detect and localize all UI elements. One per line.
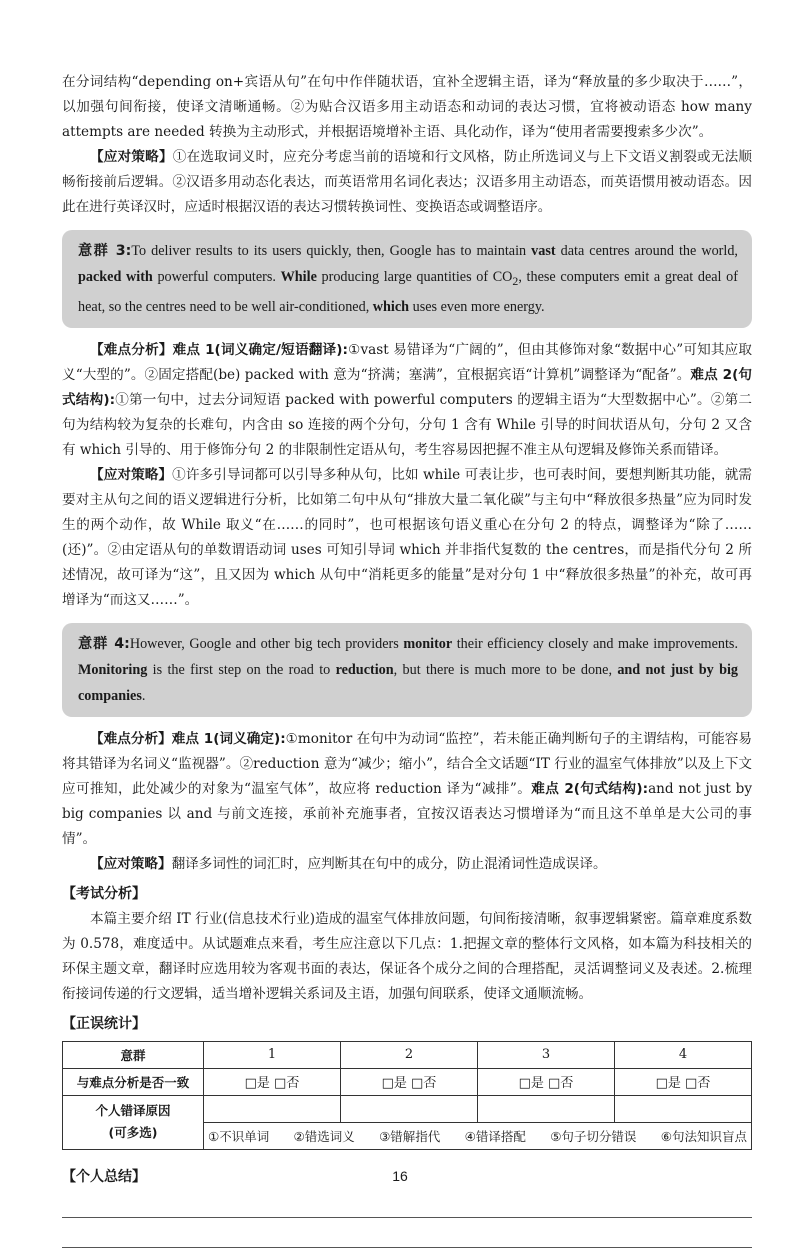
page-content: [62, 70, 752, 1248]
reason-item[interactable]: ⑥句法知识盲点: [660, 1128, 747, 1144]
summary-line-1[interactable]: [62, 1216, 752, 1218]
intro-paragraph: 在分词结构“depending on+宾语从句”在句中作伴随状语，宜补全逻辑主语，译为“释放量的多少取决于……”，以加强句间衔接，使译文清晰通畅。②为贴合汉语多用主动语态和动词的表达习惯，宜将被动语态 how many attempts are needed 转换为主动形式，并根据语境增补主语、具化动作，译为“使用者需要搜索多少次”。: [62, 74, 752, 140]
table-row: 与难点分析是否一致 □是 □否 □是 □否 □是 □否 □是 □否: [63, 1068, 752, 1095]
reason-item[interactable]: ②错选词义: [293, 1128, 355, 1144]
stats-title: 【正误统计】: [62, 1015, 146, 1032]
error-reasons: [204, 1122, 752, 1149]
reason-item[interactable]: ⑤句子切分错误: [550, 1128, 637, 1144]
group4-strategy: 【应对策略】翻译多词性的词汇时，应判断其在句中的成分，防止混淆词性造成误译。: [90, 855, 607, 872]
group3-box: [62, 230, 752, 328]
blank-cell[interactable]: [615, 1095, 752, 1122]
group4-sentence: 意群 4:However, Google and other big tech providers monitor their efficiency closely and make improvements. Monitoring is the first step on the road to reduction, but there is much more to be done, and not just by big companies.: [78, 635, 738, 704]
blank-cell[interactable]: [341, 1095, 478, 1122]
group3-analysis: 【难点分析】难点 1(词义确定/短语翻译):①vast 易错译为“广阔的”，但由其修饰对象“数据中心”可知其应取义“大型的”。②固定搭配(be) packed with 意为“挤满；塞满”，宜根据宾语“计算机”调整译为“配备”。难点 2(句式结构):①第一句中，过去分词短语 packed with powerful computers 的逻辑主语为“大型数据中心”。②第二句为结构较为复杂的长难句，内含由 so 连接的两个分句，分句 1 含有 While 引导的时间状语从句，分句 2 又含有 which 引导的、用于修饰分句 2 的非限制性定语从句，考生容易因把握不准主从句逻辑及修饰关系而错译。: [62, 341, 753, 458]
group4-box: [62, 623, 752, 717]
checkbox-group-3[interactable]: □是 □否: [478, 1068, 615, 1095]
checkbox-group-4[interactable]: □是 □否: [615, 1068, 752, 1095]
summary-title: 【个人总结】: [62, 1168, 146, 1185]
exam-analysis-title: 【考试分析】: [62, 885, 146, 902]
group4-analysis: 【难点分析】难点 1(词义确定):①monitor 在句中为动词“监控”，若未能正确判断句子的主谓结构，可能容易将其错译为名词义“监视器”。②reduction 意为“减少；缩小”，结合全文话题“IT 行业的温室气体排放”以及上下文应可推知，此处减少的对象为“温室气体”，故应将 reduction 译为“减排”。难点 2(句式结构):and not just by big companies 以 and 与前文连接，承前补充施事者，宜按汉语表达习惯增译为“而且这不单单是大公司的事情”。: [62, 730, 753, 847]
reason-item[interactable]: ④错译搭配: [464, 1128, 526, 1144]
blank-cell[interactable]: [204, 1095, 341, 1122]
checkbox-group-2[interactable]: □是 □否: [341, 1068, 478, 1095]
reason-item[interactable]: ①不识单词: [208, 1128, 270, 1144]
blank-cell[interactable]: [478, 1095, 615, 1122]
group3-sentence: 意群 3:To deliver results to its users quickly, then, Google has to maintain vast data centres around the world, packed with powerful computers. While producing large quantities of $CO_2$, these computers emit a great deal of heat, so the centres need to be well air-conditioned, which uses even more energy.: [78, 243, 738, 315]
table-row: 意群 1 2 3 4: [63, 1041, 752, 1068]
reason-item[interactable]: ③错解指代: [379, 1128, 441, 1144]
checkbox-group-1[interactable]: □是 □否: [204, 1068, 341, 1095]
stats-table: [62, 1041, 752, 1150]
table-row: 个人错译原因 (可多选): [63, 1095, 752, 1122]
exam-analysis-text: 本篇主要介绍 IT 行业(信息技术行业)造成的温室气体排放问题，句间衔接清晰，叙事逻辑紧密。篇章难度系数为 0.578，难度适中。从试题难点来看，考生应注意以下几点：1.把握文章的整体行文风格，如本篇为科技相关的环保主题文章，翻译时应选用较为客观书面的表达，保证各个成分之间的合理搭配，灵活调整词义及表述。2.梳理衔接词传递的行文逻辑，适当增补逻辑关系词及主语，加强句间联系，使译文通顺流畅。: [62, 910, 752, 1002]
group3-strategy: 【应对策略】①许多引导词都可以引导多种从句，比如 while 可表让步，也可表时间，要想判断其功能，就需要对主从句之间的语义逻辑进行分析，比如第二句中从句“排放大量二氧化碳”与主句中“释放很多热量”应为同时发生的两个动作，故 While 取义“在……的同时”，也可根据该句语义重心在分句 2 的特点，调整译为“除了……(还)”。②由定语从句的单数谓语动词 uses 可知引导词 which 并非指代复数的 the centres，而是指代分句 2 所述情况，故可译为“这”，且又因为 which 从句中“消耗更多的能量”是对分句 1 中“释放很多热量”的补充，故可再增译为“而这又……”。: [62, 466, 752, 608]
page-number: 16: [392, 1168, 408, 1184]
intro-strategy: 【应对策略】①在选取词义时，应充分考虑当前的语境和行文风格，防止所选词义与上下文语义割裂或无法顺畅衔接前后逻辑。②汉语多用动态化表达，而英语常用名词化表达；汉语多用主动语态，而英语惯用被动语态。因此在进行英译汉时，应适时根据汉语的表达习惯转换词性、变换语态或调整语序。: [62, 149, 753, 215]
